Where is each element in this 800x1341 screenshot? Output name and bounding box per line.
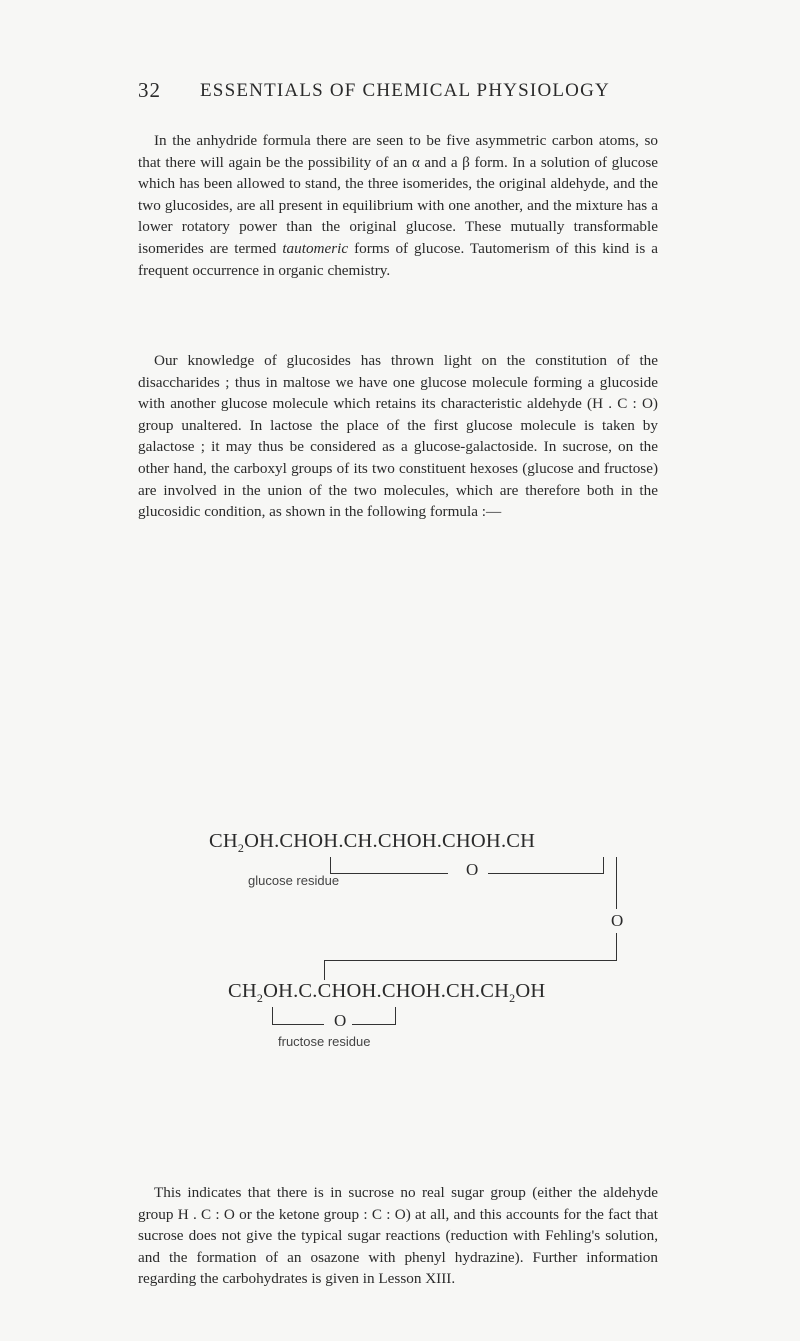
glucose-residue-label: glucose residue	[248, 873, 340, 888]
page-number: 32	[138, 78, 161, 102]
paragraph-sucrose-text: This indicates that there is in sucrose no real sugar group (either the aldehyde group H . C : O or the ketone group : C : O) at all, and this accounts for the fact that sucrose does not give the typical sugar reactions (reduction with Fehling's solution, and the formation of an osazone with phenyl hydrazine). Further information regarding the carbohydrates is given in Lesson XIII.	[138, 1184, 658, 1288]
term-tautomeric: tautomeric	[282, 239, 349, 257]
paragraph-disaccharides	[138, 350, 658, 523]
paragraph-tautomerism-text-1: In the anhydride formula there are seen to be five asymmetric carbon atoms, so that there will again be the possibility of an α and a β form. In a solution of glucose which has been allowed to stand, the three isomerides, the original aldehyde, and the two glucosides, are all present in equilibrium with one another, and the mixture has a lower rotatory power than the original glucose. These mutually transformable isomerides are termed	[138, 132, 658, 257]
fructose-ring-oxygen: O	[334, 1011, 347, 1030]
paragraph-tautomerism-text-2: forms of glucose. Tautomerism of this kind is a frequent occurrence in organic chemistry.	[138, 239, 658, 279]
glucose-residue-formula: $CH_2OH.CHOH.CH.CHOH.CHOH.CH$	[209, 830, 536, 856]
bridge-bond-lower	[616, 933, 617, 960]
paragraph-sucrose	[138, 1182, 658, 1290]
glucose-ring-oxygen: O	[466, 860, 479, 879]
paragraph-disaccharides-text: Our knowledge of glucosides has thrown light on the constitution of the disaccharides ; thus in maltose we have one glucose molecule forming a glucoside with another glucose molecule which retains its characteristic aldehyde (H . C : O) group unaltered. In lactose the place of the first glucose molecule is taken by galactose ; it may thus be considered as a glucose-galactoside. In sucrose, on the other hand, the carboxyl groups of its two constituent hexoses (glucose and fructose) are involved in the union of the two molecules, which are therefore both in the glucosidic condition, as shown in the following formula :—	[138, 352, 658, 521]
fructose-ring-right-bond	[395, 1007, 396, 1025]
glucose-ring-bond-right	[488, 873, 603, 874]
running-title: ESSENTIALS OF CHEMICAL PHYSIOLOGY	[200, 80, 610, 101]
glucose-ring-right-bond	[603, 857, 604, 874]
glucose-ring-bond-left	[330, 873, 448, 874]
page-header	[138, 78, 658, 108]
fructose-ring-bond-right	[352, 1024, 395, 1025]
glucose-ring-left-bond	[330, 857, 331, 874]
fructose-residue-formula: $CH_2OH.C.CHOH.CHOH.CH.CH_2OH$	[228, 980, 546, 1006]
fructose-ring-left-bond	[272, 1007, 273, 1025]
fructose-ring-bond-left	[272, 1024, 324, 1025]
sucrose-formula	[138, 820, 658, 1160]
bridge-bond-to-fructose	[324, 960, 325, 980]
bridge-oxygen: O	[611, 911, 624, 930]
fructose-residue-label: fructose residue	[278, 1034, 371, 1049]
paragraph-tautomerism	[138, 130, 658, 281]
bridge-bond-upper	[616, 857, 617, 909]
bridge-bond-horizontal	[324, 960, 617, 961]
